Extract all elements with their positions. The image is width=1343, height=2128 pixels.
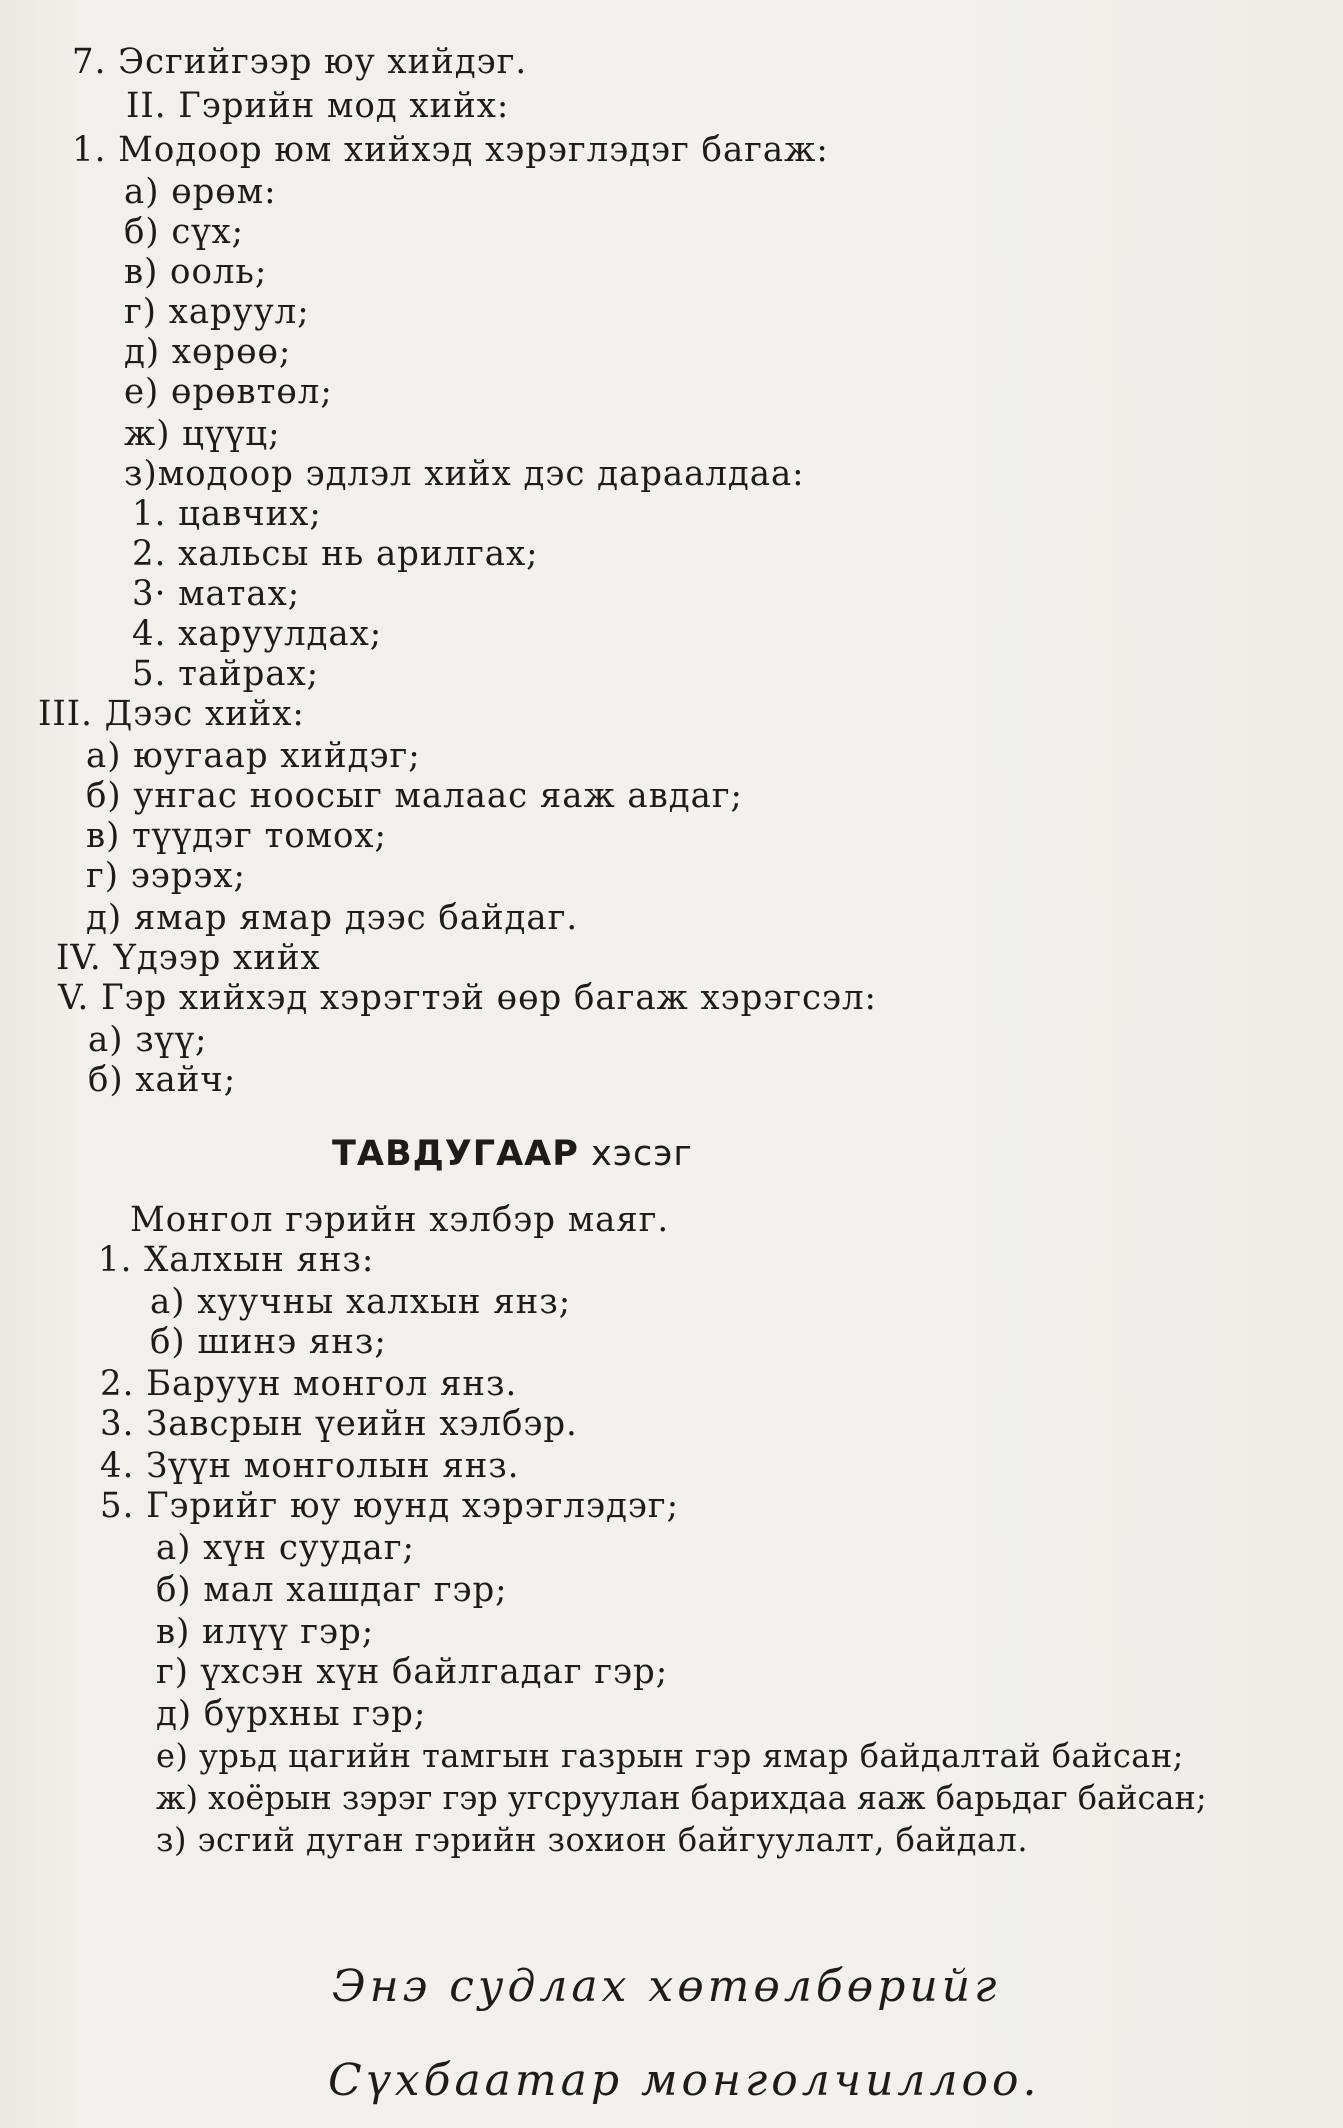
section-line: 2. Баруун монгол янз. [100, 1364, 518, 1404]
section-line: 3. Завсрын үеийн хэлбэр. [100, 1404, 578, 1444]
signature-line: Энэ судлах хөтөлбөрийг [332, 1961, 1001, 2012]
section-line: 4. Зүүн монголын янз. [100, 1446, 520, 1486]
section-line: а) хуучны халхын янз; [150, 1282, 572, 1322]
outline-line: а) зүү; [88, 1020, 208, 1060]
outline-line: 5. тайрах; [132, 654, 320, 694]
outline-line: д) ямар ямар дээс байдаг. [86, 898, 579, 938]
signature-line: Сүхбаатар монголчиллоо. [328, 2055, 1041, 2106]
section-line: в) илүү гэр; [156, 1612, 375, 1652]
outline-line: II. Гэрийн мод хийх: [126, 86, 510, 126]
outline-line: г) харуул; [124, 292, 310, 332]
outline-line: б) унгас ноосыг малаас яаж авдаг; [86, 776, 743, 816]
outline-line: д) хөрөө; [124, 332, 292, 372]
section-line: ж) хоёрын зэрэг гэр угсруулан барихдаа яаж барьдаг байсан; [156, 1778, 1207, 1817]
outline-line: 7. Эсгийгээр юу хийдэг. [72, 42, 528, 82]
outline-line: V. Гэр хийхэд хэрэгтэй өөр багаж хэрэгсэл: [58, 978, 877, 1018]
outline-line: в) ооль; [124, 252, 268, 292]
outline-line: б) хайч; [88, 1060, 237, 1100]
section-line: е) урьд цагийн тамгын газрын гэр ямар байдалтай байсан; [156, 1736, 1184, 1775]
section-line: б) шинэ янз; [150, 1322, 387, 1362]
section-heading-rest: хэсэг [578, 1134, 693, 1174]
section-line: б) мал хашдаг гэр; [156, 1570, 508, 1610]
outline-line: а) юугаар хийдэг; [86, 736, 421, 776]
section-line: г) үхсэн хүн байлгадаг гэр; [156, 1652, 669, 1692]
outline-line: III. Дээс хийх: [38, 694, 305, 734]
section-heading-bold: ТАВДУГААР [332, 1134, 579, 1174]
outline-line: 1. Модоор юм хийхэд хэрэглэдэг багаж: [72, 130, 829, 170]
outline-line: IV. Үдээр хийх [56, 938, 321, 978]
outline-line: 2. хальсы нь арилгах; [132, 534, 539, 574]
outline-line: 1. цавчих; [132, 494, 322, 534]
outline-line: ж) цүүц; [124, 414, 281, 454]
section-line: д) бурхны гэр; [156, 1694, 427, 1734]
section-line: 1. Халхын янз: [98, 1240, 375, 1280]
outline-line: з)модоор эдлэл хийх дэс дараалдаа: [124, 454, 805, 494]
section-line: Монгол гэрийн хэлбэр маяг. [130, 1200, 670, 1240]
outline-line: 4. харуулдах; [132, 614, 383, 654]
outline-line: б) сүх; [124, 212, 245, 252]
section-heading [332, 1134, 693, 1174]
outline-line: в) түүдэг томох; [86, 816, 387, 856]
outline-line: 3· матах; [132, 574, 301, 614]
outline-line: е) өрөвтөл; [124, 372, 333, 412]
section-line: з) эсгий дуган гэрийн зохион байгуулалт, байдал. [156, 1820, 1028, 1859]
section-line: 5. Гэрийг юу юунд хэрэглэдэг; [100, 1486, 679, 1526]
outline-line: г) ээрэх; [86, 856, 246, 896]
section-line: а) хүн суудаг; [156, 1528, 415, 1568]
outline-line: а) өрөм: [124, 172, 277, 212]
